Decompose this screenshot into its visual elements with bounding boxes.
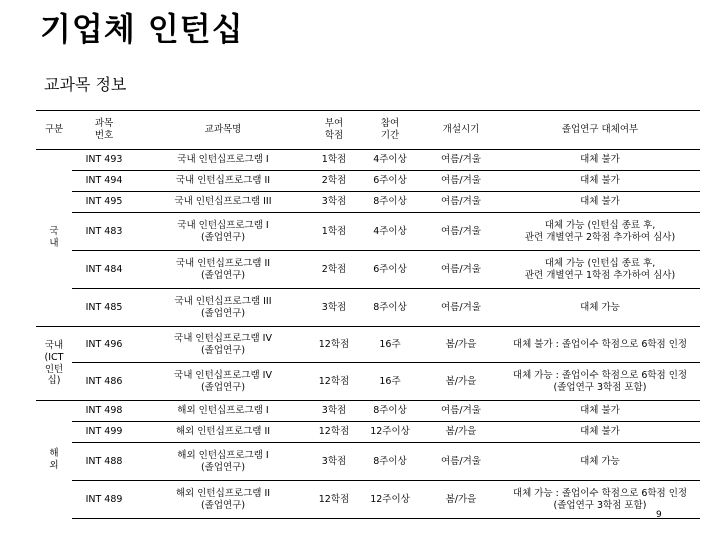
cell-name: 국내 인턴십프로그램 II [136,171,310,192]
cell-replace: 대체 가능 [500,289,700,327]
cell-code: INT 484 [72,251,136,289]
cell-name: 해외 인턴십프로그램 II (졸업연구) [136,481,310,519]
cell-period: 12주이상 [358,422,422,443]
cell-season: 여름/겨울 [422,251,500,289]
table-row [36,363,700,401]
cell-replace: 대체 가능 : 졸업이수 학점으로 6학점 인정 (졸업연구 3학점 포함) [500,481,700,519]
cell-code: INT 496 [72,327,136,363]
cell-code: INT 488 [72,443,136,481]
cell-period: 8주이상 [358,289,422,327]
category-domestic-ict: 국내 (ICT 인턴 십) [36,327,72,401]
cell-code: INT 498 [72,401,136,422]
cell-code: INT 493 [72,150,136,171]
course-table [36,110,700,519]
cell-name: 국내 인턴십프로그램 IV (졸업연구) [136,327,310,363]
cell-season: 봄/가을 [422,422,500,443]
cell-replace: 대체 불가 [500,401,700,422]
cell-name: 국내 인턴십프로그램 IV (졸업연구) [136,363,310,401]
cell-period: 8주이상 [358,401,422,422]
cell-code: INT 499 [72,422,136,443]
cell-credits: 12학점 [310,481,358,519]
cell-period: 8주이상 [358,443,422,481]
cell-name: 해외 인턴십프로그램 I (졸업연구) [136,443,310,481]
cell-credits: 3학점 [310,401,358,422]
cell-period: 6주이상 [358,251,422,289]
category-overseas: 해 외 [36,401,72,519]
table-row [36,150,700,171]
cell-name: 국내 인턴십프로그램 I [136,150,310,171]
header-period: 참여 기간 [358,111,422,150]
header-course-name: 교과목명 [136,111,310,150]
table-row [36,481,700,519]
header-course-code: 과목 번호 [72,111,136,150]
cell-credits: 2학점 [310,251,358,289]
cell-season: 봄/가을 [422,363,500,401]
table-row [36,443,700,481]
page-number: 9 [656,510,662,520]
cell-season: 여름/겨울 [422,443,500,481]
cell-replace: 대체 불가 [500,192,700,213]
cell-code: INT 494 [72,171,136,192]
cell-period: 4주이상 [358,150,422,171]
cell-replace: 대체 가능 : 졸업이수 학점으로 6학점 인정 (졸업연구 3학점 포함) [500,363,700,401]
cell-season: 여름/겨울 [422,192,500,213]
cell-name: 국내 인턴십프로그램 II (졸업연구) [136,251,310,289]
cell-season: 여름/겨울 [422,289,500,327]
cell-name: 국내 인턴십프로그램 III (졸업연구) [136,289,310,327]
header-season: 개설시기 [422,111,500,150]
table-row [36,171,700,192]
cell-name: 국내 인턴십프로그램 III [136,192,310,213]
table-row [36,327,700,363]
cell-period: 12주이상 [358,481,422,519]
cell-replace: 대체 불가 [500,422,700,443]
cell-period: 8주이상 [358,192,422,213]
cell-code: INT 483 [72,213,136,251]
table-row [36,192,700,213]
cell-code: INT 489 [72,481,136,519]
table-row [36,401,700,422]
cell-replace: 대체 불가 [500,171,700,192]
cell-replace: 대체 가능 (인턴십 종료 후, 관련 개별연구 2학점 추가하여 심사) [500,213,700,251]
cell-period: 16주 [358,327,422,363]
cell-credits: 12학점 [310,363,358,401]
cell-replace: 대체 가능 (인턴십 종료 후, 관련 개별연구 1학점 추가하여 심사) [500,251,700,289]
cell-replace: 대체 불가 [500,150,700,171]
section-subtitle: 교과목 정보 [44,75,127,94]
cell-season: 여름/겨울 [422,213,500,251]
header-credits: 부여 학점 [310,111,358,150]
cell-replace: 대체 가능 [500,443,700,481]
cell-credits: 12학점 [310,327,358,363]
cell-credits: 3학점 [310,443,358,481]
cell-credits: 1학점 [310,213,358,251]
cell-season: 봄/가을 [422,327,500,363]
cell-code: INT 495 [72,192,136,213]
cell-season: 여름/겨울 [422,401,500,422]
cell-period: 4주이상 [358,213,422,251]
category-domestic: 국 내 [36,150,72,327]
cell-period: 6주이상 [358,171,422,192]
cell-credits: 2학점 [310,171,358,192]
table-row [36,213,700,251]
cell-replace: 대체 불가 : 졸업이수 학점으로 6학점 인정 [500,327,700,363]
cell-season: 봄/가을 [422,481,500,519]
cell-name: 해외 인턴십프로그램 I [136,401,310,422]
cell-season: 여름/겨울 [422,150,500,171]
cell-period: 16주 [358,363,422,401]
table-row [36,422,700,443]
cell-season: 여름/겨울 [422,171,500,192]
page-title: 기업체 인턴십 [40,10,244,48]
cell-credits: 1학점 [310,150,358,171]
cell-credits: 12학점 [310,422,358,443]
table-row [36,251,700,289]
table-row [36,289,700,327]
cell-name: 해외 인턴십프로그램 II [136,422,310,443]
header-thesis-replacement: 졸업연구 대체여부 [500,111,700,150]
cell-credits: 3학점 [310,192,358,213]
cell-code: INT 486 [72,363,136,401]
cell-code: INT 485 [72,289,136,327]
cell-name: 국내 인턴십프로그램 I (졸업연구) [136,213,310,251]
cell-credits: 3학점 [310,289,358,327]
header-category: 구분 [36,111,72,150]
table-header-row [36,111,700,150]
